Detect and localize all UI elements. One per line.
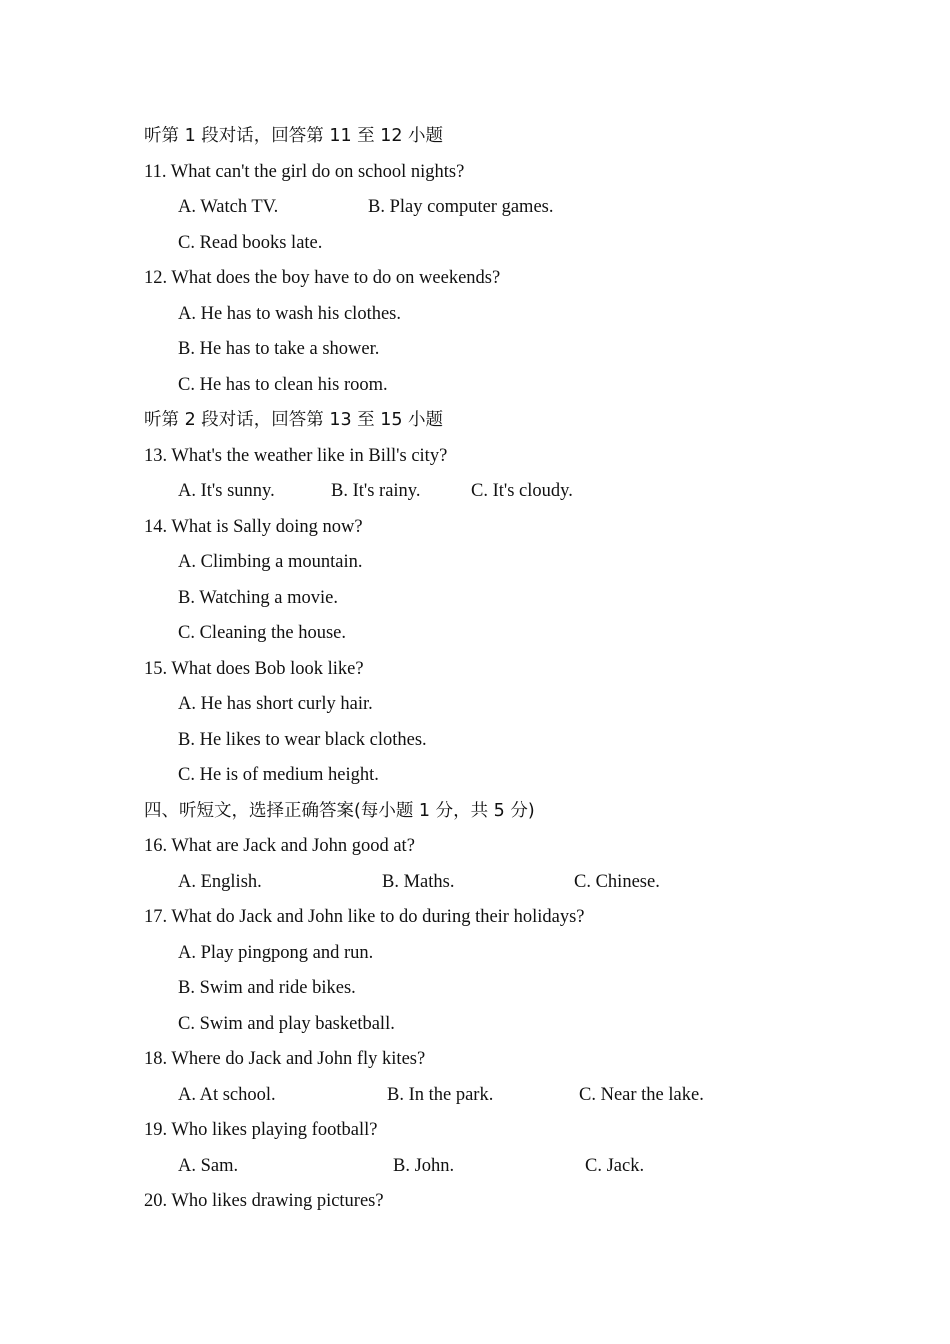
option-12-b: B. He has to take a shower. [178,339,380,359]
option-11-b: B. Play computer games. [368,197,554,217]
option-13-c: C. It's cloudy. [471,481,573,501]
option-17-b: B. Swim and ride bikes. [178,978,356,998]
option-18-c: C. Near the lake. [579,1085,704,1105]
options-row-18 [178,1078,818,1112]
options-row-16 [178,865,778,899]
question-16: 16. What are Jack and John good at? [144,836,415,856]
option-17-c: C. Swim and play basketball. [178,1014,395,1034]
option-16-c: C. Chinese. [574,872,660,892]
option-13-a: A. It's sunny. [178,481,275,501]
option-14-b: B. Watching a movie. [178,588,339,608]
option-16-b: B. Maths. [382,872,455,892]
option-15-c: C. He is of medium height. [178,765,379,785]
question-18: 18. Where do Jack and John fly kites? [144,1049,426,1069]
question-20: 20. Who likes drawing pictures? [144,1191,384,1211]
question-11: 11. What can't the girl do on school nights? [144,162,465,182]
option-18-b: B. In the park. [387,1085,494,1105]
question-17: 17. What do Jack and John like to do during their holidays? [144,907,585,927]
option-13-b: B. It's rainy. [331,481,421,501]
options-row-11 [178,190,678,224]
question-15: 15. What does Bob look like? [144,659,364,679]
option-15-b: B. He likes to wear black clothes. [178,730,427,750]
option-14-a: A. Climbing a mountain. [178,552,363,572]
option-19-a: A. Sam. [178,1156,239,1176]
option-12-a: A. He has to wash his clothes. [178,304,401,324]
option-12-c: C. He has to clean his room. [178,375,388,395]
option-19-c: C. Jack. [585,1156,645,1176]
section-heading-part2: 听第 2 段对话，回答第 13 至 15 小题 [144,410,444,430]
options-row-19 [178,1149,778,1183]
option-11-a: A. Watch TV. [178,197,279,217]
option-18-a: A. At school. [178,1085,276,1105]
option-14-c: C. Cleaning the house. [178,623,347,643]
option-11-c: C. Read books late. [178,233,323,253]
section-heading-part1: 听第 1 段对话，回答第 11 至 12 小题 [144,126,444,146]
option-17-a: A. Play pingpong and run. [178,943,374,963]
option-16-a: A. English. [178,872,262,892]
question-13: 13. What's the weather like in Bill's city? [144,446,448,466]
question-19: 19. Who likes playing football? [144,1120,378,1140]
option-19-b: B. John. [393,1156,455,1176]
section-heading-part4: 四、听短文，选择正确答案(每小题 1 分，共 5 分) [144,801,535,821]
option-15-a: A. He has short curly hair. [178,694,373,714]
question-12: 12. What does the boy have to do on weekends? [144,268,501,288]
options-row-13 [178,474,678,508]
question-14: 14. What is Sally doing now? [144,517,363,537]
